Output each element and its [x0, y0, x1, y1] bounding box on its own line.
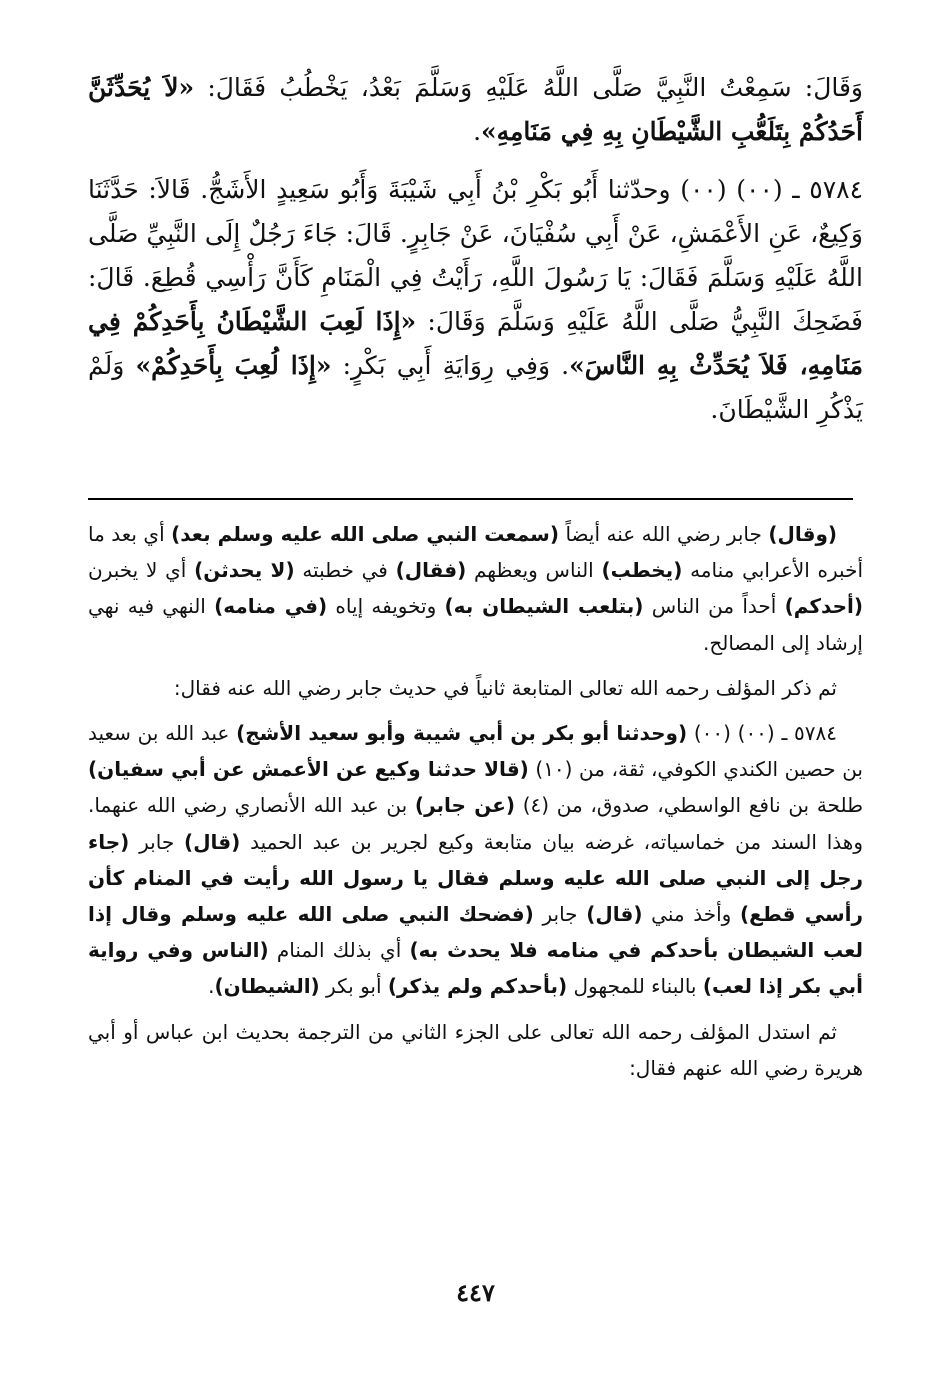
quoted-text-bold: (عن جابر) — [414, 793, 516, 818]
text-run: ٥٧٨٤ ـ (٠٠) (٠٠) — [687, 721, 837, 746]
quoted-text-bold: (جاء رجل إلى النبي صلى الله عليه وسلم فقال يا رسول الله رأيت في المنام كأن رأسي قطع) — [88, 829, 863, 927]
commentary-paragraph — [88, 516, 863, 661]
text-run: عبد الله بن سعيد بن حصين الكندي الكوفي، ثقة، من (١٠) — [88, 721, 863, 782]
text-run: . وَفِي رِوَايَةِ أَبِي بَكْرٍ: — [331, 351, 570, 380]
quoted-text-bold: (الناس وفي رواية أبي بكر إذا لعب) — [88, 938, 863, 999]
text-run: . — [473, 117, 482, 146]
text-run: طلحة بن نافع الواسطي، صدوق، من (٤) — [515, 793, 863, 818]
text-run: وتخويفه إياه — [327, 594, 445, 619]
quoted-text-bold: (قال) — [184, 829, 241, 854]
quoted-text-bold: (في منامه) — [214, 594, 328, 619]
commentary-paragraph — [88, 715, 863, 1005]
quoted-text-bold: «إِذَا لَعِبَ الشَّيْطَانُ بِأَحَدِكُمْ فِي مَنَامِهِ، فَلاَ يُحَدِّثْ بِهِ النَّاسَ» — [88, 307, 863, 380]
quoted-text-bold: «لاَ يُحَدِّثَنَّ أَحَدُكُمْ بِتَلَعُّبِ الشَّيْطَانِ بِهِ فِي مَنَامِهِ» — [88, 73, 863, 146]
quoted-text-bold: (بأحدكم ولم يذكر) — [387, 974, 568, 999]
quoted-text-bold: (بتلعب الشيطان به) — [444, 594, 644, 619]
quoted-text-bold: «إِذَا لُعِبَ بِأَحَدِكُمْ» — [135, 351, 332, 380]
quoted-text-bold: (فقال) — [395, 558, 467, 583]
commentary-section — [88, 516, 863, 1095]
hadith-text-section — [88, 66, 863, 446]
text-run: . — [208, 974, 215, 999]
text-run: الناس ويعظهم — [466, 558, 602, 583]
text-run: النهي فيه نهي إرشاد إلى المصالح. — [88, 594, 863, 655]
text-run: جابر — [129, 829, 185, 854]
text-run: جابر رضي الله عنه أيضاً — [559, 522, 769, 546]
text-run: أي بعد ما أخبره الأعرابي منامه — [88, 522, 864, 583]
quoted-text-bold: (فضحك النبي صلى الله عليه وسلم وقال إذا لعب الشيطان بأحدكم في منامه فلا يحدث به) — [88, 902, 863, 963]
footnote-divider — [88, 498, 853, 500]
page-number: ٤٤٧ — [456, 1278, 495, 1307]
quoted-text-bold: (أحدكم) — [784, 594, 864, 619]
quoted-text-bold: (قالا حدثنا وكيع عن الأعمش عن أبي سفيان) — [88, 757, 529, 782]
text-run: أحداً من الناس — [643, 594, 785, 619]
text-run: جابر — [533, 902, 587, 927]
quoted-text-bold: (الشيطان) — [214, 974, 320, 999]
text-run: وأخذ مني — [642, 902, 741, 927]
commentary-paragraph — [88, 1014, 863, 1086]
quoted-text-bold: (قال) — [586, 902, 643, 927]
text-run: أبو بكر — [319, 974, 388, 999]
hadith-paragraph — [88, 66, 863, 154]
text-run: بالبناء للمجهول — [567, 974, 703, 999]
quoted-text-bold: (يخطب) — [601, 558, 683, 583]
text-run: ثم استدل المؤلف رحمه الله تعالى على الجزء الثاني من الترجمة بحديث ابن عباس أو أبي هريرة رضي الله عنهم فقال: — [88, 1019, 863, 1080]
commentary-paragraph — [88, 670, 863, 706]
text-run: وَلَمْ يَذْكُرِ الشَّيْطَانَ. — [88, 351, 863, 424]
text-run: أي بذلك المنام — [268, 938, 410, 963]
text-run: ثم ذكر المؤلف رحمه الله تعالى المتابعة ثانياً في حديث جابر رضي الله عنه فقال: — [173, 675, 837, 700]
text-run: وَقَالَ: سَمِعْتُ النَّبِيَّ صَلَّى اللَّهُ عَلَيْهِ وَسَلَّمَ بَعْدُ، يَخْطُبُ فَقَالَ: — [194, 73, 864, 102]
quoted-text-bold: (وقال) — [768, 522, 838, 546]
text-run: ٥٧٨٤ ـ (٠٠) (٠٠) وحدّثنا أَبُو بَكْرِ بْنُ أَبِي شَيْبَةَ وَأَبُو سَعِيدٍ الأَشَجُّ. قَالاَ: حَدَّثَنَا وَكِيعٌ، عَنِ الأَعْمَشِ، عَنْ أَبِي سُفْيَانَ، عَنْ جَابِرٍ. قَالَ: جَاءَ رَجُلٌ إِلَى النَّبِيِّ صَلَّى اللَّهُ عَلَيْهِ وَسَلَّمَ فَقَالَ: يَا رَسُولَ اللَّهِ، رَأَيْتُ فِي الْمَنَامِ كَأَنَّ رَأْسِي قُطِعَ. قَالَ: فَضَحِكَ النَّبِيُّ صَلَّى اللَّهُ عَلَيْهِ وَسَلَّمَ وَقَالَ: — [88, 175, 863, 336]
text-run: أي لا يخبرن — [88, 558, 195, 583]
text-run: بن عبد الله الأنصاري رضي الله عنهما. وهذا السند من خماسياته، غرضه بيان متابعة وكيع لجرير بن عبد الحميد — [88, 793, 864, 854]
text-run: في خطبته — [294, 558, 396, 583]
hadith-paragraph — [88, 168, 863, 432]
quoted-text-bold: (سمعت النبي صلى الله عليه وسلم بعد) — [171, 522, 559, 546]
quoted-text-bold: (لا يحدثن) — [194, 558, 295, 583]
quoted-text-bold: (وحدثنا أبو بكر بن أبي شيبة وأبو سعيد الأشج) — [236, 721, 688, 746]
